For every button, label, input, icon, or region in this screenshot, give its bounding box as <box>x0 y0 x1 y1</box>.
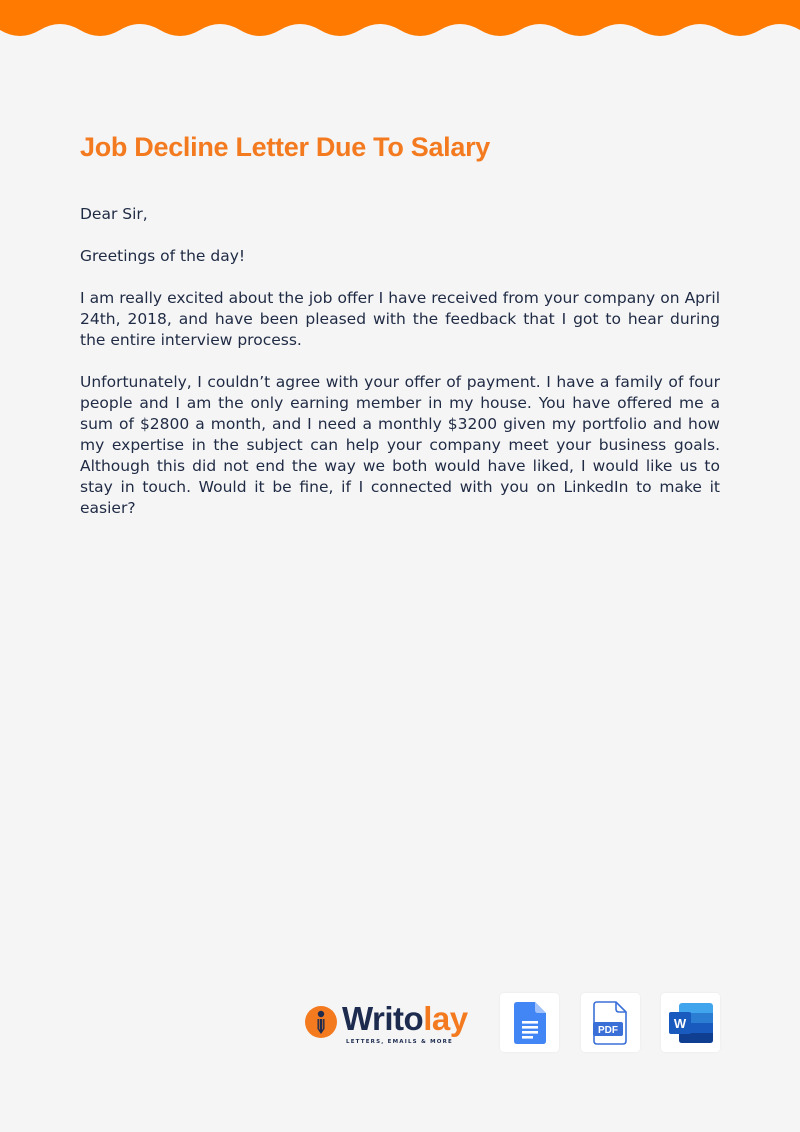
word-label: W <box>673 1015 686 1031</box>
top-wave-decoration <box>0 0 800 40</box>
footer <box>300 993 720 1053</box>
pdf-file-icon <box>593 1001 629 1045</box>
letter-title: Job Decline Letter Due To Salary <box>80 132 491 162</box>
letter-greeting: Greetings of the day! <box>80 247 246 265</box>
letter-salutation: Dear Sir, <box>80 205 148 223</box>
word-download-button[interactable] <box>661 993 720 1052</box>
letter-body <box>80 204 720 540</box>
word-doc-icon <box>669 1003 713 1043</box>
letter-paragraph-1: I am really excited about the job offer I have received from your company on April 24th, 2018, and have been pleased with the feedback that I got to hear during the entire interview process. <box>80 289 720 349</box>
brand-name-part1: Writo <box>342 1000 424 1037</box>
brand-name <box>342 1001 468 1037</box>
pencil-logo-icon <box>304 1005 338 1039</box>
google-docs-download-button[interactable] <box>500 993 559 1052</box>
pdf-label: PDF <box>597 1024 618 1036</box>
pdf-download-button[interactable] <box>581 993 640 1052</box>
brand-name-part2: lay <box>423 1000 468 1037</box>
google-docs-icon <box>514 1002 546 1044</box>
brand-tagline: LETTERS, EMAILS & MORE <box>346 1039 454 1045</box>
letter-paragraph-2: Unfortunately, I couldn’t agree with your offer of payment. I have a family of four people and I am the only earning member in my house. You have offered me a sum of $2800 a month, and I need a monthly $3200 given my portfolio and how my expertise in the subject can help your company meet your business goals. Although this did not end the way we both would have liked, I would like us to stay in touch. Would it be fine, if I connected with you on LinkedIn to make it easier? <box>80 373 720 517</box>
brand-logo[interactable] <box>304 1001 474 1045</box>
